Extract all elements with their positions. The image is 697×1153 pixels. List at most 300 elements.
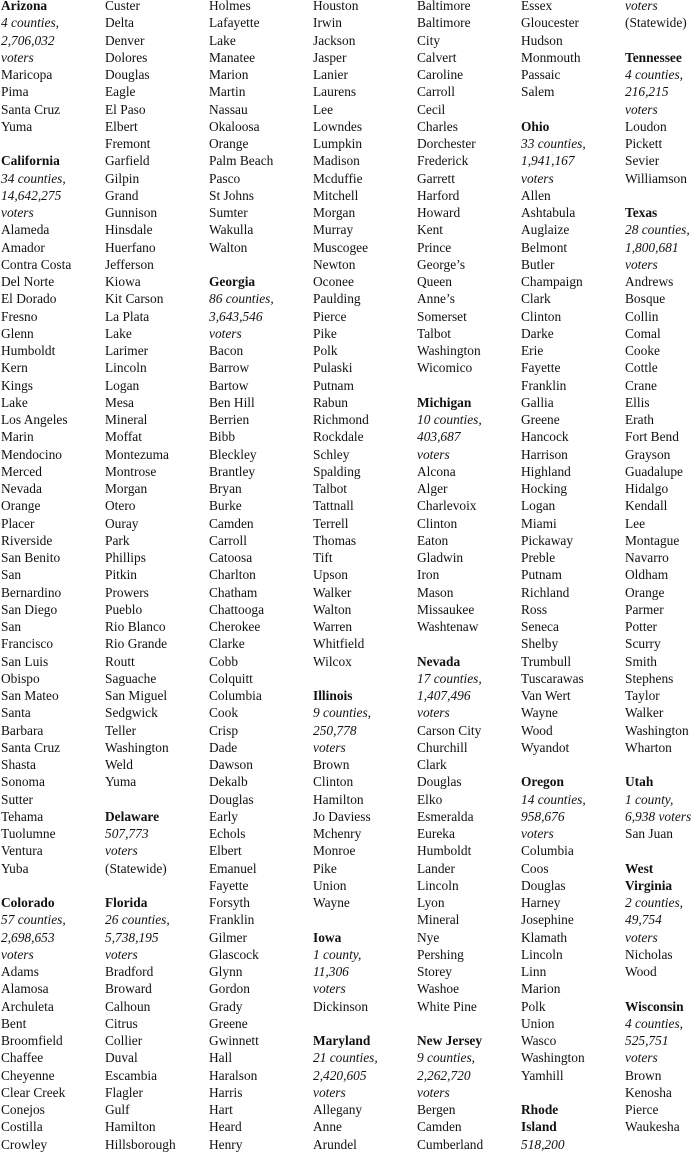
state-summary: 10 counties, [417, 412, 482, 427]
county-name: Lumpkin [313, 136, 363, 151]
county-name: Carroll [209, 532, 247, 548]
state-name: Oregon [521, 774, 564, 790]
county-name: Hamilton [105, 1119, 156, 1135]
county-name: Shasta [1, 757, 36, 772]
county-name: Costilla [1, 1119, 43, 1135]
county-name: Washington [105, 739, 169, 755]
state-summary: 6,938 voters [625, 808, 692, 824]
county-name: Henry [209, 1136, 243, 1152]
state-summary: 216,215 [625, 84, 669, 100]
section-spacer [417, 635, 521, 652]
county-name: Wilcox [313, 653, 352, 669]
county-name: Hall [209, 1050, 233, 1066]
county-name: Yamhill [521, 1067, 564, 1083]
county-name: Cecil [417, 101, 446, 117]
county-name: Clinton [521, 308, 562, 324]
county-name: Erath [625, 412, 654, 427]
county-name: Martin [209, 84, 246, 100]
county-name: Eaton [417, 532, 449, 548]
county-name: Okaloosa [209, 118, 260, 134]
county-name: Kings [1, 377, 33, 393]
county-name: Larimer [105, 343, 149, 358]
county-name: Gordon [209, 981, 250, 997]
county-name: Pershing [417, 946, 464, 962]
county-name: Upson [313, 567, 348, 583]
county-name: Washington [417, 343, 481, 358]
county-name: Weld [105, 757, 133, 772]
county-name: Glenn [1, 325, 34, 341]
county-name: Andrews [625, 274, 674, 289]
county-name: Baltimore [417, 15, 471, 31]
county-name: Schley [313, 446, 350, 462]
county-name: Glynn [209, 964, 243, 979]
county-name: Elko [417, 791, 443, 807]
county-name: Harrison [521, 446, 568, 462]
county-name: Hart [209, 1102, 233, 1117]
county-name: Echols [209, 826, 246, 841]
county-name: Forsyth [209, 895, 250, 910]
county-name: Holmes [209, 0, 251, 13]
county-name: Anne’s [417, 291, 455, 307]
county-name: Ashtabula [521, 205, 576, 220]
county-name: La Plata [105, 308, 150, 324]
column-4 [313, 0, 417, 1153]
county-name: Smith [625, 653, 657, 669]
county-name: Dolores [105, 49, 148, 65]
county-name: El Paso [105, 101, 146, 117]
county-name: Cooke [625, 343, 660, 358]
county-name: Yuma [1, 118, 33, 134]
county-name: Gladwin [417, 550, 464, 565]
state-summary: 11,306 [313, 964, 349, 979]
county-name: Bacon [209, 343, 244, 358]
state-name: Illinois [313, 688, 353, 703]
county-name: Shelby [521, 636, 559, 652]
county-name: Chattooga [209, 601, 265, 617]
county-name: Gloucester [521, 15, 580, 31]
county-name: Loudon [625, 118, 667, 134]
county-name: Catoosa [209, 550, 253, 565]
county-name: Jackson [313, 32, 356, 48]
county-name: Orange [1, 498, 41, 514]
county-name: Putnam [521, 567, 562, 583]
county-name: Essex [521, 0, 553, 13]
county-name: Contra Costa [1, 256, 72, 272]
county-name: Klamath [521, 929, 568, 945]
county-name: Gunnison [105, 205, 158, 220]
county-name: Pima [1, 84, 29, 100]
county-name: Santa Cruz [1, 739, 61, 755]
county-name: Santa Cruz [1, 101, 61, 117]
county-name: Linn [521, 964, 547, 979]
county-name: Elbert [209, 843, 242, 859]
county-name: Washtenaw [417, 619, 479, 634]
county-name: Rockdale [313, 429, 364, 445]
county-name: Spalding [313, 463, 361, 479]
county-name: Rabun [313, 394, 348, 410]
county-name: Wayne [521, 705, 558, 721]
county-name: Fresno [1, 308, 38, 324]
county-name: Humboldt [1, 343, 56, 358]
county-name: Dorchester [417, 136, 476, 151]
state-name: Rhode [521, 1102, 559, 1117]
county-name: Lincoln [521, 946, 563, 962]
state-summary: voters [105, 843, 138, 859]
county-name: Montrose [105, 463, 157, 479]
state-summary: 958,676 [521, 808, 565, 824]
state-summary: 403,687 [417, 429, 461, 445]
county-name: Gilmer [209, 929, 247, 945]
county-name: Baltimore [417, 0, 471, 13]
column-6 [521, 0, 625, 1153]
county-name: Stephens [625, 670, 674, 686]
county-name: Yuba [1, 860, 29, 876]
county-name: Madison [313, 153, 360, 169]
section-spacer [521, 1084, 625, 1101]
county-name: Adams [1, 964, 39, 979]
county-name: Franklin [521, 377, 567, 393]
state-summary: voters [625, 1050, 658, 1066]
county-name: Collin [625, 308, 659, 324]
county-name: Nassau [209, 101, 248, 117]
county-name: Thomas [313, 532, 357, 548]
state-name: Island [521, 1119, 557, 1135]
county-name: Logan [521, 498, 556, 514]
county-name: Montague [625, 532, 680, 548]
county-name: Haralson [209, 1067, 258, 1083]
county-name: Jasper [313, 49, 347, 65]
county-name: Emanuel [209, 860, 257, 876]
county-name: (Statewide) [105, 860, 167, 876]
county-name: Pasco [209, 170, 241, 186]
county-name: Polk [313, 343, 338, 358]
county-name: Warren [313, 619, 353, 634]
county-name: White Pine [417, 998, 477, 1014]
county-name: Delta [105, 15, 134, 31]
county-name: Washoe [417, 981, 460, 997]
county-name: Union [521, 1015, 555, 1031]
state-summary: voters [625, 929, 658, 945]
county-name: Alcona [417, 463, 456, 479]
county-name: Whitfield [313, 636, 365, 652]
county-name: Obispo [1, 670, 40, 686]
county-name: Bent [1, 1015, 27, 1031]
county-name: Missaukee [417, 601, 475, 617]
county-name: St Johns [209, 187, 255, 203]
state-summary: voters [417, 1084, 450, 1100]
county-name: Teller [105, 722, 137, 738]
section-spacer [313, 1015, 417, 1032]
county-name: Tehama [1, 808, 44, 824]
county-name: Greene [209, 1015, 248, 1031]
state-name: Iowa [313, 929, 342, 945]
county-name: Cheyenne [1, 1067, 55, 1083]
county-name: Walker [313, 584, 352, 600]
section-spacer [625, 187, 697, 204]
county-name: Colquitt [209, 670, 253, 686]
county-name: Wood [625, 964, 657, 979]
section-spacer [521, 101, 625, 118]
county-name: Laurens [313, 84, 357, 100]
state-summary: voters [625, 0, 658, 13]
county-name: Denver [105, 32, 145, 48]
county-name: Storey [417, 964, 452, 979]
county-name: Broomfield [1, 1033, 63, 1048]
county-name: Hidalgo [625, 481, 669, 496]
county-name: Harris [209, 1084, 243, 1100]
county-name: Lee [625, 515, 646, 531]
county-name: Queen [417, 274, 452, 289]
county-name: Sutter [1, 791, 33, 807]
county-name: Marion [521, 981, 561, 997]
county-name: Passaic [521, 67, 561, 82]
county-name: Crane [625, 377, 657, 393]
county-name: Wicomico [417, 360, 473, 376]
state-summary: 1 county, [313, 946, 362, 962]
county-name: Del Norte [1, 274, 55, 289]
section-spacer [313, 670, 417, 687]
state-summary: voters [209, 325, 242, 341]
county-name: Chaffee [1, 1050, 44, 1066]
county-name: Terrell [313, 515, 349, 531]
county-name: Allegany [313, 1102, 363, 1117]
county-name: San Luis [1, 653, 49, 669]
county-name: Kit Carson [105, 291, 164, 307]
county-name: Columbia [521, 843, 574, 859]
county-name: Richland [521, 584, 570, 600]
county-name: (Statewide) [625, 15, 687, 31]
county-name: Anne [313, 1119, 343, 1135]
county-name: Jo Daviess [313, 808, 371, 824]
county-name: Scurry [625, 636, 661, 652]
section-spacer [625, 980, 697, 997]
county-name: Orange [625, 584, 665, 600]
state-name: Delaware [105, 808, 160, 824]
county-name: Pierce [625, 1102, 659, 1117]
state-summary: voters [521, 170, 554, 186]
state-summary: 518,200 [521, 1136, 565, 1152]
county-name: Tattnall [313, 498, 354, 514]
county-name: Archuleta [1, 998, 54, 1014]
county-name: Dekalb [209, 774, 248, 790]
state-summary: 2,420,605 [313, 1067, 367, 1083]
county-name: Franklin [209, 912, 255, 928]
county-name: Cook [209, 705, 239, 721]
county-name: Josephine [521, 912, 574, 928]
county-name: Pike [313, 325, 337, 341]
county-name: Mason [417, 584, 454, 600]
county-name: Parmer [625, 601, 664, 617]
county-name: Allen [521, 187, 551, 203]
county-name: Pierce [313, 308, 347, 324]
county-name: Erie [521, 343, 544, 358]
state-summary: voters [1, 946, 34, 962]
county-name: Francisco [1, 636, 54, 652]
state-summary: voters [625, 101, 658, 117]
state-summary: 2,262,720 [417, 1067, 471, 1083]
county-name: Bergen [417, 1102, 456, 1117]
county-name: Escambia [105, 1067, 158, 1083]
county-name: Prince [417, 239, 452, 255]
county-name: Brown [313, 757, 350, 772]
county-name: Fayette [209, 877, 249, 893]
county-name: Pickett [625, 136, 663, 151]
state-name: Arizona [1, 0, 48, 13]
county-name: Kendall [625, 498, 668, 514]
state-summary: voters [313, 739, 346, 755]
state-summary: 4 counties, [1, 15, 60, 31]
county-name: Darke [521, 325, 554, 341]
county-name: Clear Creek [1, 1084, 66, 1100]
county-name: Clinton [417, 515, 458, 531]
county-name: Walton [209, 239, 248, 255]
county-name: Riverside [1, 532, 53, 548]
county-name: Irwin [313, 15, 343, 31]
county-name: Clark [521, 291, 551, 307]
county-name: Mcduffie [313, 170, 363, 186]
state-summary: 4 counties, [625, 67, 684, 82]
county-name: Santa [1, 705, 31, 721]
section-spacer [1, 135, 105, 152]
county-name: Amador [1, 239, 45, 255]
county-name: Wakulla [209, 222, 254, 238]
county-name: Rio Blanco [105, 619, 166, 634]
county-name: Lee [313, 101, 334, 117]
county-name: Palm Beach [209, 153, 274, 169]
county-name: Kent [417, 222, 444, 238]
county-name: Collier [105, 1033, 143, 1048]
county-name: Nye [417, 929, 440, 945]
county-name: Douglas [105, 67, 150, 82]
county-name: Somerset [417, 308, 467, 324]
state-summary: 2 counties, [625, 895, 684, 910]
county-name: Dickinson [313, 998, 369, 1014]
county-name: Polk [521, 998, 546, 1014]
county-name: Trumbull [521, 653, 572, 669]
county-name: Harford [417, 187, 460, 203]
county-name: Douglas [417, 774, 462, 790]
county-name: Auglaize [521, 222, 570, 238]
state-name: Wisconsin [625, 998, 684, 1014]
county-name: Hinsdale [105, 222, 153, 238]
county-name: Butler [521, 256, 555, 272]
county-name: Hillsborough [105, 1136, 176, 1152]
county-name: Sevier [625, 153, 660, 169]
state-summary: 1 county, [625, 791, 674, 807]
county-name: Dawson [209, 757, 253, 772]
county-name: Barrow [209, 360, 250, 376]
county-name: Coos [521, 860, 549, 876]
county-name: Bleckley [209, 446, 257, 462]
county-name: Gallia [521, 394, 554, 410]
county-name: Marion [209, 67, 249, 82]
county-name: Wayne [313, 895, 350, 910]
state-summary: voters [1, 49, 34, 65]
county-name: San Miguel [105, 688, 168, 703]
county-name: Marin [1, 429, 34, 445]
county-name: Wood [521, 722, 553, 738]
county-name: Preble [521, 550, 556, 565]
column-2 [105, 0, 209, 1153]
county-name: Oldham [625, 567, 669, 583]
section-spacer [521, 756, 625, 773]
county-name: Hancock [521, 429, 569, 445]
county-name: Maricopa [1, 67, 53, 82]
county-name: Esmeralda [417, 808, 474, 824]
county-name: Lyon [417, 895, 445, 910]
county-name: Bradford [105, 964, 154, 979]
county-name: San [1, 619, 22, 634]
state-summary: voters [417, 446, 450, 462]
county-name: Orange [209, 136, 249, 151]
county-name: Lake [209, 32, 236, 48]
county-name: Guadalupe [625, 463, 684, 479]
state-summary: 3,643,546 [209, 308, 263, 324]
county-name: Monroe [313, 843, 356, 859]
county-name: Cumberland [417, 1136, 484, 1152]
county-name: Camden [417, 1119, 462, 1135]
county-name: Clarke [209, 636, 245, 652]
county-name: Yuma [105, 774, 137, 790]
county-name: Pulaski [313, 360, 353, 376]
county-name: Harney [521, 895, 561, 910]
county-name: San Benito [1, 550, 61, 565]
county-name: Charles [417, 118, 458, 134]
county-name: Cottle [625, 360, 658, 376]
state-name: Utah [625, 774, 654, 790]
county-name: Otero [105, 498, 136, 514]
county-name: Saguache [105, 670, 157, 686]
state-summary: 57 counties, [1, 912, 66, 928]
county-name: Wasco [521, 1033, 557, 1048]
county-name: Tift [313, 550, 333, 565]
section-spacer [625, 756, 697, 773]
county-name: Sedgwick [105, 705, 158, 721]
state-summary: voters [625, 256, 658, 272]
county-name: Camden [209, 515, 254, 531]
county-name: Navarro [625, 550, 669, 565]
county-name: Houston [313, 0, 359, 13]
county-name: Carson City [417, 722, 482, 738]
county-name: Monmouth [521, 49, 581, 65]
county-name: Williamson [625, 170, 687, 186]
county-name: Alger [417, 481, 448, 496]
county-name: Fremont [105, 136, 151, 151]
county-name: Grady [209, 998, 243, 1014]
county-name: Heard [209, 1119, 242, 1135]
county-name: Lake [105, 325, 132, 341]
county-name: Phillips [105, 550, 146, 565]
state-summary: 4 counties, [625, 1015, 684, 1031]
county-name: Custer [105, 0, 140, 13]
section-spacer [209, 256, 313, 273]
state-summary: 21 counties, [313, 1050, 378, 1066]
county-name: Eureka [417, 826, 455, 841]
county-name: Churchill [417, 739, 468, 755]
state-name: Florida [105, 895, 148, 910]
county-name: City [417, 32, 441, 48]
county-name: Crisp [209, 722, 239, 738]
county-name: Alamosa [1, 981, 49, 997]
county-name: Comal [625, 325, 661, 341]
county-name: Bartow [209, 377, 249, 393]
section-spacer [625, 32, 697, 49]
county-name: Pickaway [521, 532, 574, 548]
county-name: Pitkin [105, 567, 137, 583]
column-1 [1, 0, 105, 1153]
county-name: Park [105, 532, 130, 548]
county-name: Potter [625, 619, 657, 634]
